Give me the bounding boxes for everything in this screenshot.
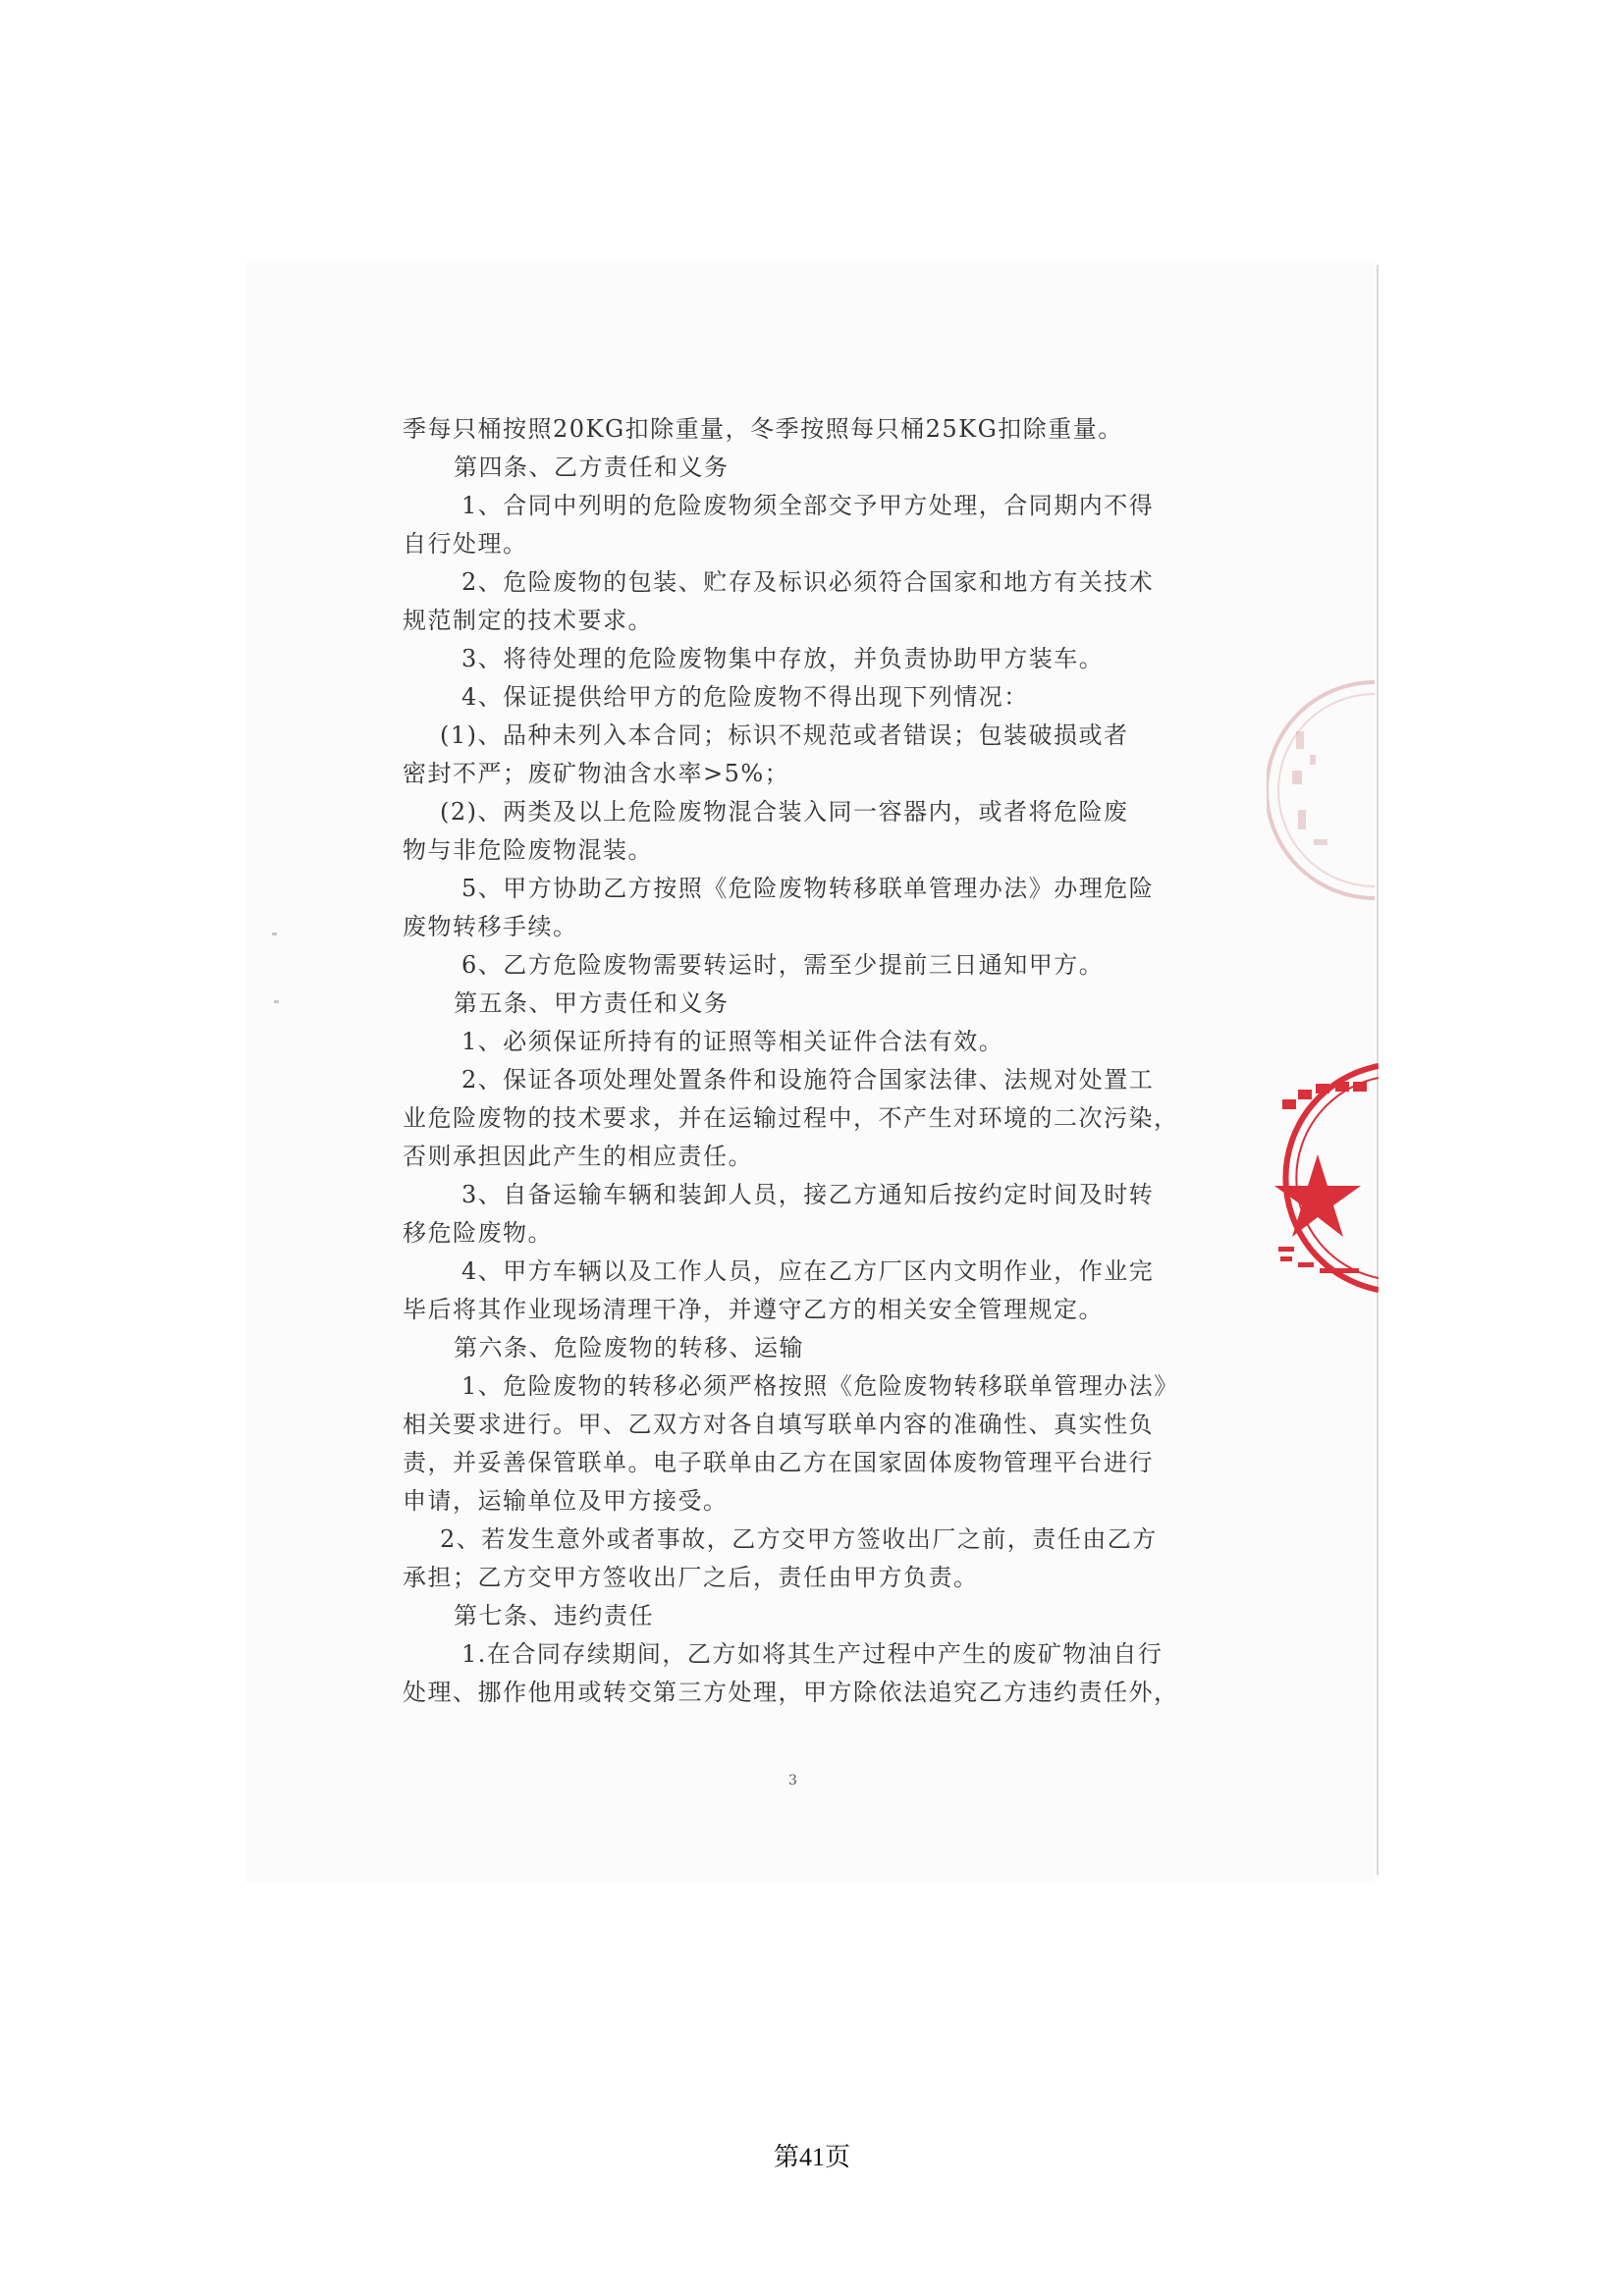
text-line: 2、危险废物的包装、贮存及标识必须符合国家和地方有关技术 [461, 568, 1155, 596]
text-line: 相关要求进行。甲、乙双方对各自填写联单内容的准确性、真实性负 [403, 1411, 1154, 1438]
text-line: 3、自备运输车辆和装卸人员，接乙方通知后按约定时间及时转 [461, 1181, 1155, 1208]
text-line: 1、危险废物的转移必须严格按照《危险废物转移联单管理办法》 [461, 1372, 1179, 1400]
text-line: 承担；乙方交甲方签收出厂之后，责任由甲方负责。 [403, 1564, 979, 1591]
text-line: 2、若发生意外或者事故，乙方交甲方签收出厂之前，责任由乙方 [440, 1525, 1158, 1553]
text-line: 密封不严；废矿物油含水率>5%； [403, 760, 790, 787]
text-line: 物与非危险废物混装。 [403, 836, 653, 864]
text-line: 1、必须保证所持有的证照等相关证件合法有效。 [461, 1028, 1004, 1055]
section-heading: 第七条、违约责任 [454, 1602, 654, 1629]
text-line: (2)、两类及以上危险废物混合装入同一容器内，或者将危险废 [440, 798, 1129, 826]
text-line: 移危险废物。 [403, 1219, 553, 1247]
scan-speck [274, 1000, 279, 1003]
section-heading: 第六条、危险废物的转移、运输 [454, 1334, 804, 1362]
scan-speck [272, 933, 277, 935]
scan-page-number: 3 [788, 1773, 797, 1789]
faint-seal-icon [1267, 672, 1375, 908]
section-heading: 第五条、甲方责任和义务 [454, 989, 730, 1017]
text-line: 2、保证各项处理处置条件和设施符合国家法律、法规对处置工 [461, 1066, 1155, 1094]
text-line: 责，并妥善保管联单。电子联单由乙方在国家固体废物管理平台进行 [403, 1449, 1154, 1476]
text-line: 4、甲方车辆以及工作人员，应在乙方厂区内文明作业，作业完 [461, 1257, 1155, 1285]
text-line: 申请，运输单位及甲方接受。 [403, 1487, 729, 1515]
contract-text [403, 410, 1208, 1712]
text-line: (1)、品种未列入本合同；标识不规范或者错误；包装破损或者 [440, 721, 1129, 749]
text-line: 6、乙方危险废物需要转运时，需至少提前三日通知甲方。 [461, 951, 1105, 979]
text-line: 否则承担因此产生的相应责任。 [403, 1143, 753, 1170]
text-line: 处理、挪作他用或转交第三方处理，甲方除依法追究乙方违约责任外， [403, 1679, 1179, 1706]
text-line: 4、保证提供给甲方的危险废物不得出现下列情况： [461, 683, 1029, 711]
company-seal-icon [1259, 1060, 1379, 1296]
text-line: 1、合同中列明的危险废物须全部交予甲方处理，合同期内不得 [461, 492, 1155, 519]
text-line: 自行处理。 [403, 530, 528, 558]
text-line: 季每只桶按照20KG扣除重量，冬季按照每只桶25KG扣除重量。 [403, 415, 1123, 443]
text-line: 规范制定的技术要求。 [403, 607, 653, 634]
page-number-footer: 第41页 [773, 2143, 850, 2171]
section-heading: 第四条、乙方责任和义务 [454, 454, 730, 481]
text-line: 5、甲方协助乙方按照《危险废物转移联单管理办法》办理危险 [461, 875, 1155, 902]
text-line: 废物转移手续。 [403, 913, 578, 940]
text-line: 业危险废物的技术要求，并在运输过程中，不产生对环境的二次污染， [403, 1104, 1179, 1132]
text-line: 1.在合同存续期间，乙方如将其生产过程中产生的废矿物油自行 [461, 1640, 1164, 1668]
text-line: 毕后将其作业现场清理干净，并遵守乙方的相关安全管理规定。 [403, 1296, 1104, 1323]
text-line: 3、将待处理的危险废物集中存放，并负责协助甲方装车。 [461, 645, 1105, 672]
